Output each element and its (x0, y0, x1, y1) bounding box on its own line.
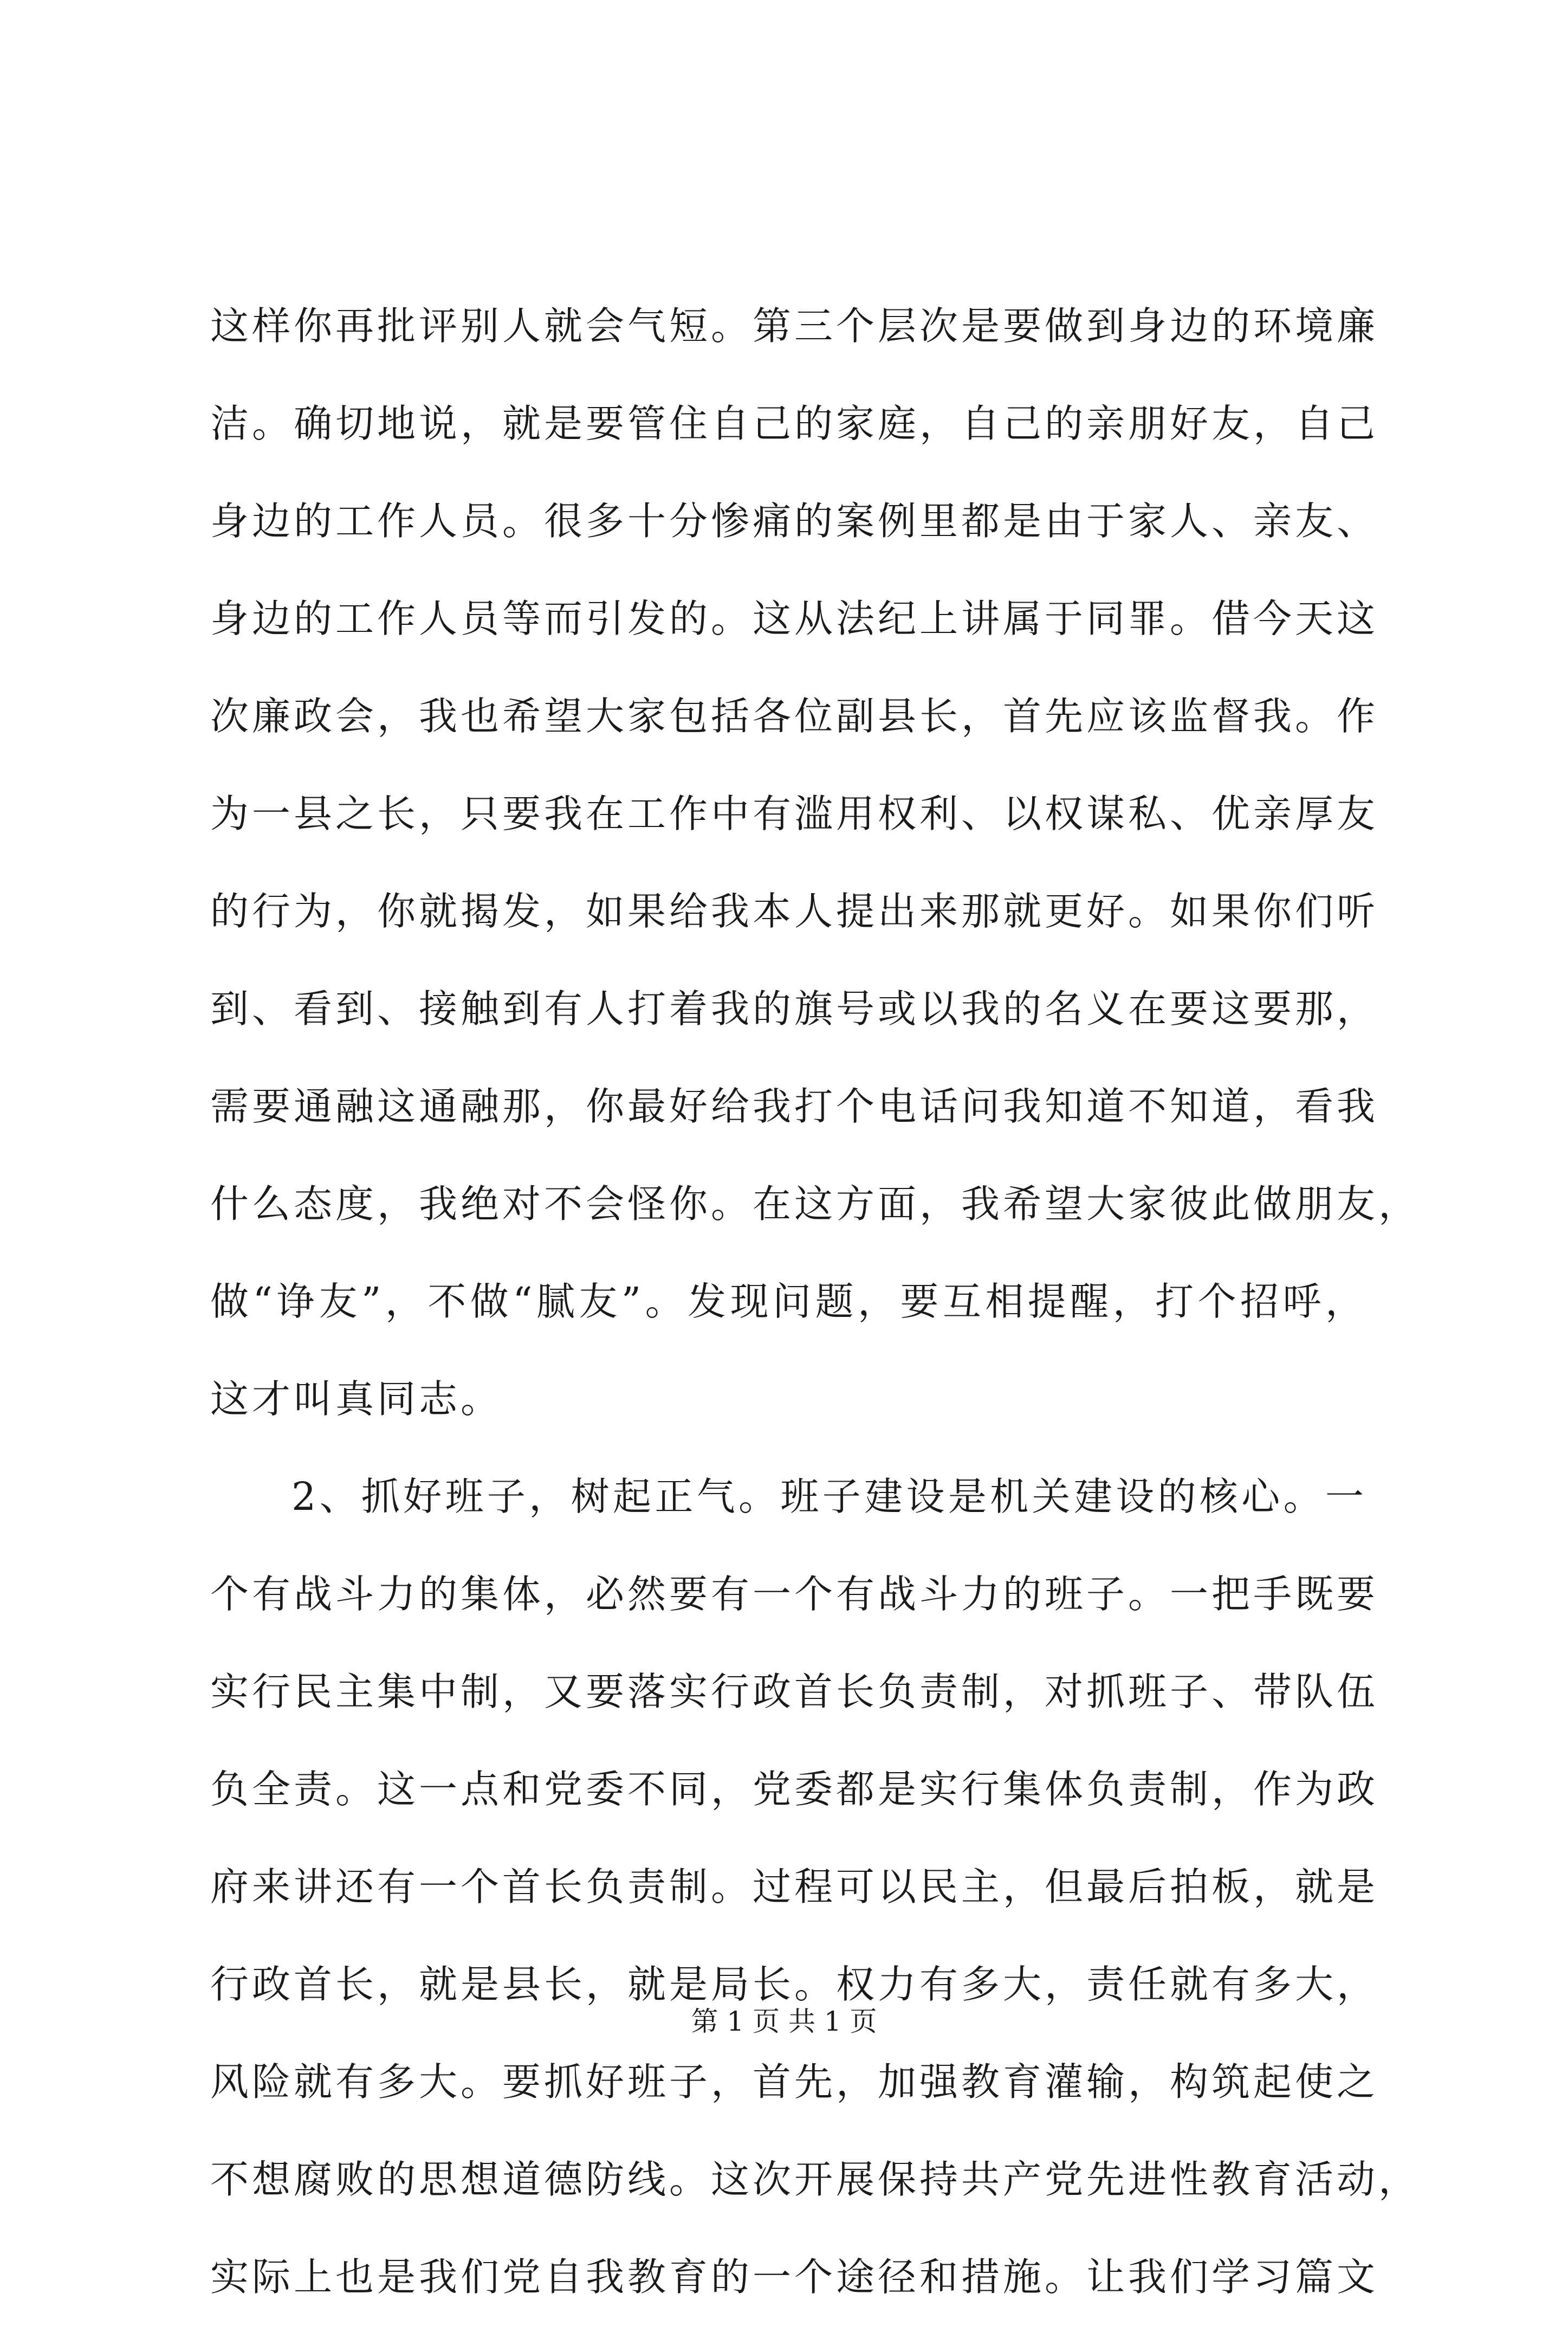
text-line: 不想腐败的思想道德防线。这次开展保持共产党先进性教育活动， (210, 2157, 1421, 2202)
text-line: 府来讲还有一个首长负责制。过程可以民主，但最后拍板，就是 (210, 1864, 1379, 1909)
text-line: 什么态度，我绝对不会怪你。在这方面，我希望大家彼此做朋友， (210, 1181, 1421, 1226)
text-line: 需要通融这通融那，你最好给我打个电话问我知道不知道，看我 (210, 1084, 1379, 1129)
text-line: 的行为，你就揭发，如果给我本人提出来那就更好。如果你们听 (210, 889, 1379, 934)
text-line: 身边的工作人员。很多十分惨痛的案例里都是由于家人、亲友、 (210, 499, 1379, 544)
text-line: 个有战斗力的集体，必然要有一个有战斗力的班子。一把手既要 (210, 1572, 1379, 1617)
page-number-footer: 第 1 页 共 1 页 (691, 2006, 877, 2037)
text-line: 做“诤友”，不做“腻友”。发现问题，要互相提醒，打个招呼， (210, 1279, 1367, 1324)
text-line: 实行民主集中制，又要落实行政首长负责制，对抓班子、带队伍 (210, 1669, 1379, 1714)
text-line: 风险就有多大。要抓好班子，首先，加强教育灌输，构筑起使之 (210, 2059, 1379, 2104)
text-line: 实际上也是我们党自我教育的一个途径和措施。让我们学习篇文 (210, 2254, 1379, 2299)
text-line: 到、看到、接触到有人打着我的旗号或以我的名义在要这要那， (210, 986, 1379, 1031)
text-line: 这才叫真同志。 (210, 1377, 503, 1422)
paragraph-first-line: 2、抓好班子，树起正气。班子建设是机关建设的核心。一 (291, 1474, 1367, 1519)
text-line: 身边的工作人员等而引发的。这从法纪上讲属于同罪。借今天这 (210, 596, 1379, 641)
text-line: 为一县之长，只要我在工作中有滥用权利、以权谋私、优亲厚友 (210, 791, 1379, 836)
text-line: 次廉政会，我也希望大家包括各位副县长，首先应该监督我。作 (210, 694, 1379, 739)
text-line: 这样你再批评别人就会气短。第三个层次是要做到身边的环境廉 (210, 303, 1379, 348)
text-line: 负全责。这一点和党委不同，党委都是实行集体负责制，作为政 (210, 1767, 1379, 1812)
text-line: 洁。确切地说，就是要管住自己的家庭，自己的亲朋好友，自己 (210, 401, 1379, 446)
text-line: 行政首长，就是县长，就是局长。权力有多大，责任就有多大， (210, 1962, 1379, 2007)
